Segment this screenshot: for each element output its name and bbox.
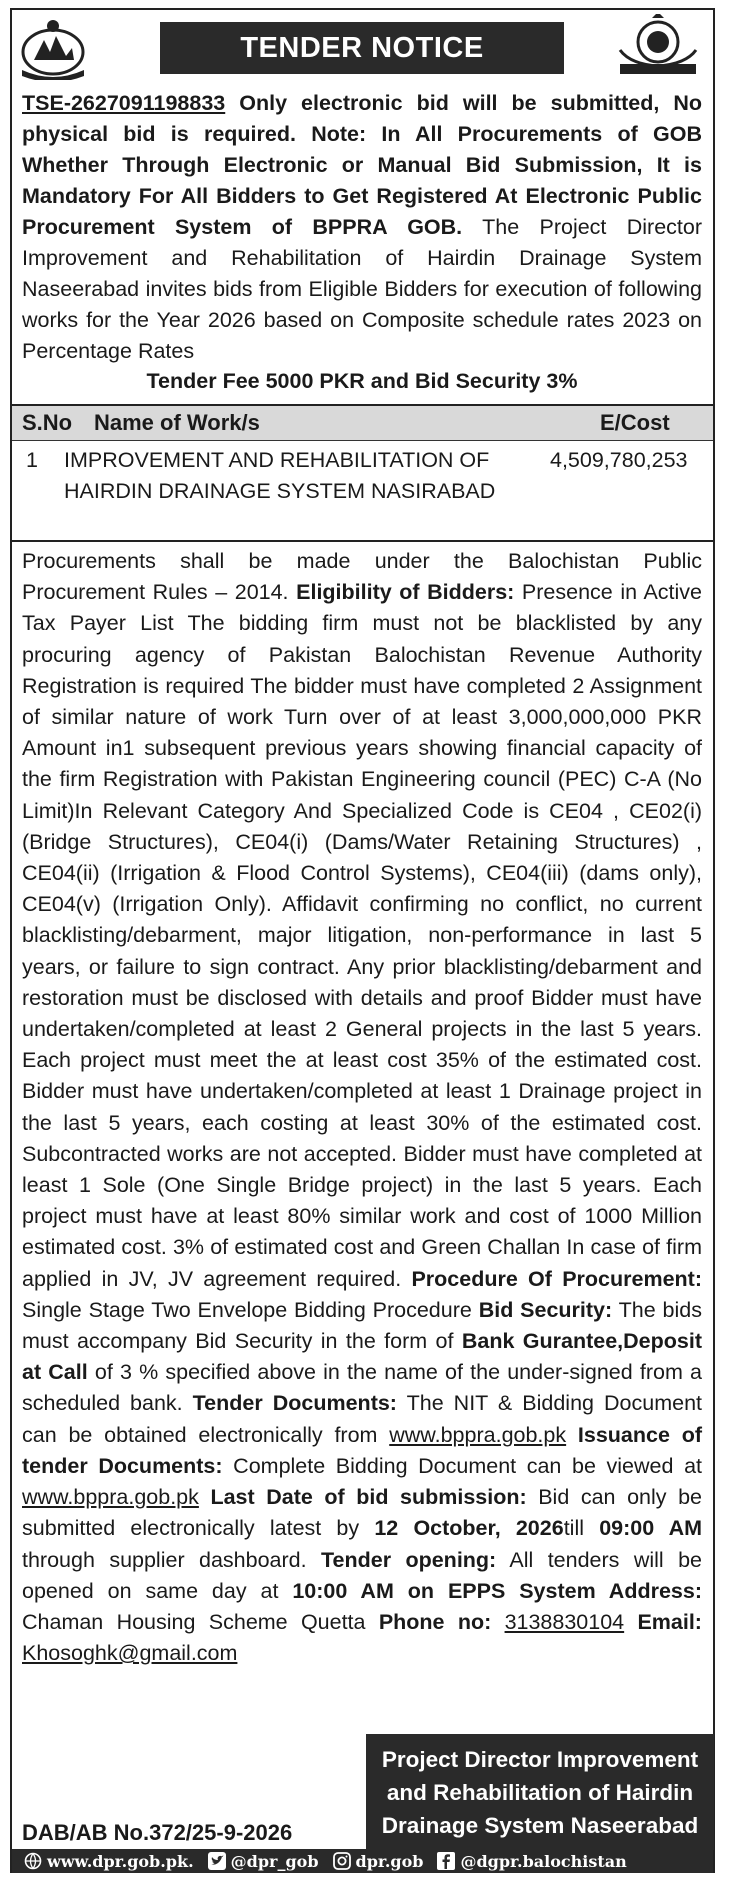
tender-fee-line: Tender Fee 5000 PKR and Bid Security 3% [146,369,578,393]
signature-block [366,1734,714,1850]
footer-twitter[interactable] [208,1852,319,1871]
reference-number: DAB/AB No.372/25-9-2026 [22,1820,293,1845]
dashboard-text: through supplier dashboard. [22,1547,321,1572]
table-divider [12,540,713,542]
website-text: www.dpr.gob.pk. [47,1851,194,1871]
last-date-text: Bid can only be submitted electronically latest by [22,1485,702,1541]
bid-security-heading: Bid Security: [478,1297,613,1322]
tender-opening-heading: Tender opening: [320,1547,497,1572]
bank-guarantee-text: Bank Gurantee,Deposit at Call [22,1329,702,1385]
footer-bar [12,1849,713,1873]
phone-number: 3138830104 [504,1609,625,1634]
email-heading: Email: [624,1609,702,1634]
bid-security-detail: of 3 % specified above in the name of the under-signed from a scheduled bank. [22,1360,702,1416]
twitter-handle: @dpr_gob [230,1851,319,1871]
electronic-bid-note: Only electronic bid will be submitted, No physical bid is required. Note: In All Procurements of GOB Whether Through Electronic or Manual Bid Submission, It is Mandatory For All Bidders to Get Registered At Electronic Public Procurement System of BPPRA GOB. [22,91,702,239]
signature-line-3: Drainage System Naseerabad [381,1812,699,1838]
tse-id: TSE-2627091198833 [22,91,226,115]
issuance-heading: Issuance of tender Documents: [22,1422,702,1478]
bppra-link-2[interactable]: www.bppra.gob.pk [22,1485,199,1510]
works-table-header [12,406,713,441]
row-work-name: IMPROVEMENT AND REHABILITATION OF HAIRDIN DRAINAGE SYSTEM NASIRABAD [64,448,496,503]
header-estimated-cost: E/Cost [600,410,670,435]
signature-line-1: Project Director Improvement [381,1746,699,1772]
header-name-of-work: Name of Work/s [94,410,260,435]
last-date-heading: Last Date of bid submission: [198,1485,527,1510]
notice-title: TENDER NOTICE [160,22,564,74]
tender-opening-text: All tenders will be opened on same day at [22,1547,702,1603]
row-cost: 4,509,780,253 [550,448,688,472]
globe-icon [24,1852,42,1870]
eligibility-heading: Eligibility of Bidders: [296,580,515,605]
government-emblem-left [16,14,90,80]
instagram-icon [333,1852,351,1870]
footer-website[interactable] [24,1852,194,1871]
procurement-rules-text: Procurements shall be made under the Balochistan Public Procurement Rules – 2014. [22,549,702,605]
row-sno: 1 [26,448,38,472]
department-emblem-right [610,14,706,78]
address-text: Chaman Housing Scheme Quetta [22,1609,379,1634]
issuance-text: Complete Bidding Document can be viewed at [222,1453,702,1478]
phone-heading: Phone no: [378,1609,492,1634]
instagram-handle: dpr.gob [355,1851,424,1871]
tender-details-body [22,546,702,1669]
tender-documents-heading: Tender Documents: [192,1391,397,1416]
procedure-heading: Procedure Of Procurement: [411,1266,702,1291]
submission-date: 12 October, 2026 [374,1516,564,1541]
bppra-link[interactable]: www.bppra.gob.pk [389,1422,567,1447]
bid-security-text: The bids must accompany Bid Security in the form of [22,1297,702,1354]
eligibility-text: Presence in Active Tax Payer List The bidding firm must not be blacklisted by any procuring agency of Pakistan Balochistan Revenue Authority Registration is required The bidder must have completed 2 Assignment of similar nature of work Turn over of at least 3,000,000,000 PKR Amount in1 subsequent previous years showing financial capacity of the firm Registration with Pakistan Engineering council (PEC) C-A (No Limit)In Relevant Category And Specialized Code is CE04 , CE02(i) (Bridge Structures), CE04(i) (Dams/Water Retaining Structures) , CE04(ii) (Irrigation & Flood Control Systems), CE04(iii) (dams only), CE04(v) (Irrigation Only). Affidavit confirming no conflict, no current blacklisting/debarment, major litigation, non-performance in last 5 years, or failure to sign contract. Any prior blacklisting/debarment and restoration must be disclosed with details and proof Bidder must have undertaken/completed at least 2 General projects in the last 5 years. Each project must meet the at least cost 35% of the estimated cost. Bidder must have undertaken/completed at least 1 Drainage project in the last 5 years, each costing at least 30% of the estimated cost. Subcontracted works are not accepted. Bidder must have completed at least 1 Sole (One Single Bridge project) in the last 5 years. Each project must have at least 80% similar work and cost of 1000 Million estimated cost. 3% of estimated cost and Green Challan In case of firm applied in JV, JV agreement required. [22,580,702,1291]
footer-instagram[interactable] [333,1852,424,1871]
signature-line-2: and Rehabilitation of Hairdin [386,1779,694,1805]
submission-time: 09:00 AM [599,1516,703,1541]
intro-paragraph [22,88,702,367]
till-text: till [563,1516,600,1541]
procedure-text: Single Stage Two Envelope Bidding Procedure [22,1297,479,1322]
facebook-handle: @dgpr.balochistan [460,1851,627,1871]
email-link[interactable]: Khosoghk@gmail.com [22,1641,238,1666]
footer-facebook[interactable] [437,1852,626,1871]
header-sno: S.No [22,410,73,435]
tender-documents-text: The NIT & Bidding Document can be obtained electronically from [22,1391,703,1447]
opening-time-address: 10:00 AM on EPPS System Address: [292,1578,702,1603]
twitter-icon [208,1852,226,1870]
invitation-text: The Project Director Improvement and Rehabilitation of Hairdin Drainage System Naseerabad invites bids from Eligible Bidders for execution of following works for the Year 2026 based on Composite schedule rates 2023 on Percentage Rates [22,215,702,363]
facebook-icon [437,1852,455,1870]
works-table [12,404,713,542]
